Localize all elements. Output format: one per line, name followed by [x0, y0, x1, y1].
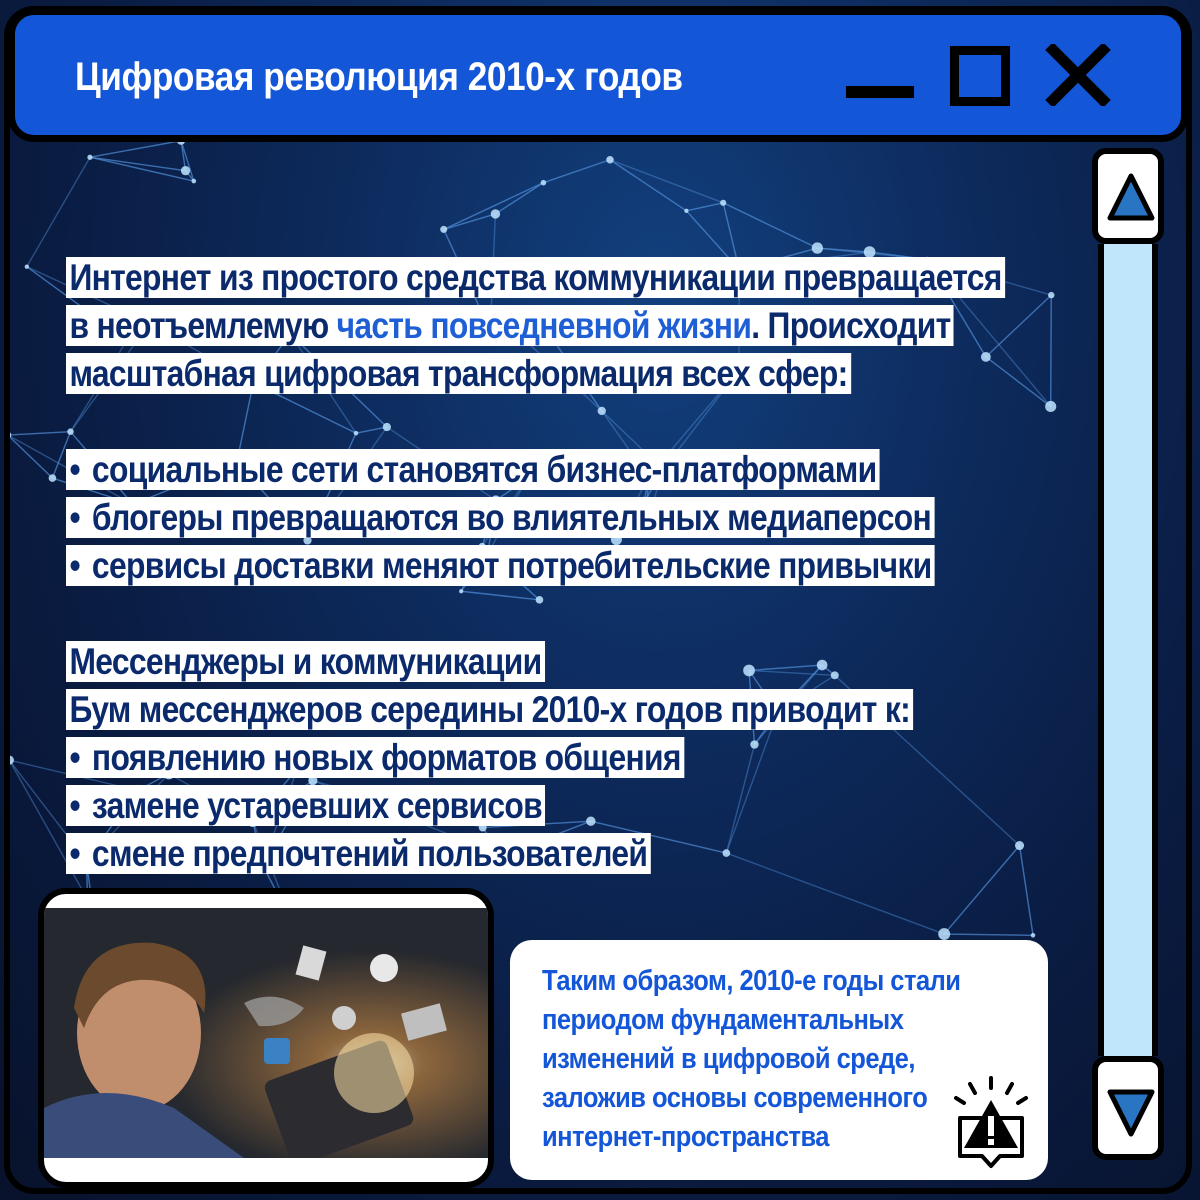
photo-boy-with-tablet	[38, 888, 494, 1188]
intro-line-2	[66, 302, 951, 350]
list-item: • блогеры превращаются во влиятельных медиаперсон	[66, 494, 935, 542]
bullet: •	[69, 737, 80, 778]
maximize-icon	[950, 46, 1010, 106]
triangle-down-icon	[1106, 1078, 1156, 1148]
scroll-down-button[interactable]	[1092, 1056, 1164, 1160]
list-item: • замене устаревших сервисов	[66, 782, 935, 830]
close-button[interactable]	[1045, 44, 1111, 106]
title-bar	[8, 8, 1188, 142]
bullet: •	[69, 785, 80, 826]
close-icon	[1045, 44, 1111, 106]
bullet: •	[69, 497, 80, 538]
intro-text: в неотъемлемую	[69, 305, 337, 346]
accent-phrase: часть повседневной жизни	[336, 305, 752, 346]
minimize-icon	[846, 86, 914, 98]
section-lead: Бум мессенджеров середины 2010-х годов приводит к:	[66, 686, 935, 734]
conclusion-text: Таким образом, 2010-е годы стали периодом фундаментальных изменений в цифровой среде, заложив основы современного интернет-пространства	[542, 965, 961, 1153]
list-item: • смене предпочтений пользователей	[66, 830, 935, 878]
bullet: •	[69, 449, 80, 490]
intro-line-3: масштабная цифровая трансформация всех сфер:	[66, 350, 935, 398]
main-content	[66, 254, 1076, 878]
scroll-up-button[interactable]	[1092, 148, 1164, 244]
list-item: • социальные сети становятся бизнес-платформами	[66, 446, 935, 494]
warning-icon	[948, 1074, 1034, 1174]
photo-illustration	[44, 908, 494, 1158]
bullet: •	[69, 833, 80, 874]
intro-text: . Происходит	[751, 305, 951, 346]
minimize-button[interactable]	[846, 58, 918, 98]
list-item: • появлению новых форматов общения	[66, 734, 935, 782]
triangle-up-icon	[1106, 166, 1156, 236]
scroll-track[interactable]	[1098, 244, 1158, 1056]
window-title: Цифровая революция 2010-х годов	[75, 55, 683, 99]
scrollbar[interactable]	[1092, 148, 1164, 1184]
intro-line-1: Интернет из простого средства коммуникации превращается	[66, 254, 935, 302]
maximize-button[interactable]	[950, 46, 1008, 104]
bullet: •	[69, 545, 80, 586]
section-heading: Мессенджеры и коммуникации	[66, 638, 935, 686]
list-item: • сервисы доставки меняют потребительские привычки	[66, 542, 935, 590]
